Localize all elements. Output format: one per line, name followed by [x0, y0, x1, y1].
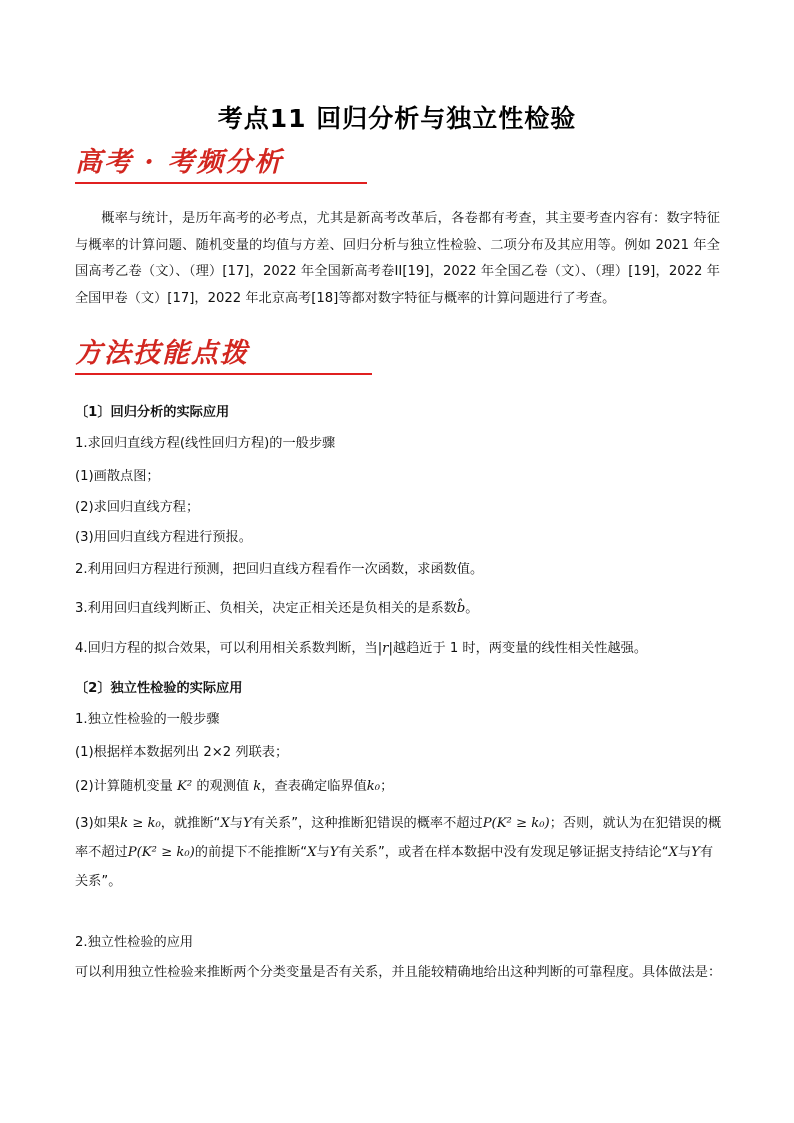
banner-exam-frequency — [75, 146, 367, 184]
page-title: 考点11 回归分析与独立性检验 — [217, 104, 577, 133]
section1-line2: (1)画散点图； — [75, 469, 160, 484]
section2-paragraph3: (3)如果k ≥ k₀，就推断“X与Y有关系”，这种推断犯错误的概率不超过P(K² ≥ k₀)；否则，就认为在犯错误的概率不超过P(K² ≥ k₀)的前提下不能推断“X与Y有关系”，或者在样本数据中没有发现足够证据支持结论“X与Y有关系”。 — [75, 816, 722, 889]
banner-method-skills — [75, 337, 372, 375]
section2-line5: 可以利用独立性检验来推断两个分类变量是否有关系，并且能较精确地给出这种判断的可靠程度。具体做法是： — [75, 965, 722, 980]
section1-line5: 2.利用回归方程进行预测，把回归直线方程看作一次函数，求函数值。 — [75, 562, 484, 577]
banner-underline — [75, 373, 372, 375]
coefficient-b-hat: b̂ — [456, 601, 466, 616]
banner-method-skills-text: 方法技能点拨 — [75, 338, 249, 369]
section1-line6: 3.利用回归直线判断正、负相关，决定正相关还是负相关的是系数b̂。 — [75, 601, 479, 616]
section2-line2: (1)根据样本数据列出 2×2 列联表； — [75, 745, 289, 760]
intro-paragraph — [75, 206, 720, 312]
banner-exam-frequency-text: 高考 · 考频分析 — [75, 147, 284, 178]
section1-line3: (2)求回归直线方程； — [75, 500, 200, 515]
section1-line1: 1.求回归直线方程(线性回归方程)的一般步骤 — [75, 436, 336, 451]
section2-line1: 1.独立性检验的一般步骤 — [75, 712, 220, 727]
section2-line3: (2)计算随机变量 K² 的观测值 k，查表确定临界值k₀； — [75, 779, 394, 794]
section1-line4: (3)用回归直线方程进行预报。 — [75, 530, 252, 545]
section1-heading: 〔1〕回归分析的实际应用 — [75, 405, 230, 420]
section2-line4: 2.独立性检验的应用 — [75, 935, 194, 950]
section1-line7: 4.回归方程的拟合效果，可以利用相关系数判断，当|r|越趋近于 1 时，两变量的线性相关性越强。 — [75, 641, 648, 656]
banner-underline — [75, 182, 367, 184]
section2-heading: 〔2〕独立性检验的实际应用 — [75, 681, 243, 696]
intro-text: 概率与统计，是历年高考的必考点，尤其是新高考改革后，各卷都有考查，其主要考查内容有：数字特征与概率的计算问题、随机变量的均值与方差、回归分析与独立性检验、二项分布及其应用等。例如 2021 年全国高考乙卷（文）、（理）[17]，2022 年全国新高考卷II[19]，2022 年全国乙卷（文）、（理）[19]，2022 年全国甲卷（文）[17]，2022 年北京高考[18]等都对数字特征与概率的计算问题进行了考查。 — [75, 211, 720, 306]
